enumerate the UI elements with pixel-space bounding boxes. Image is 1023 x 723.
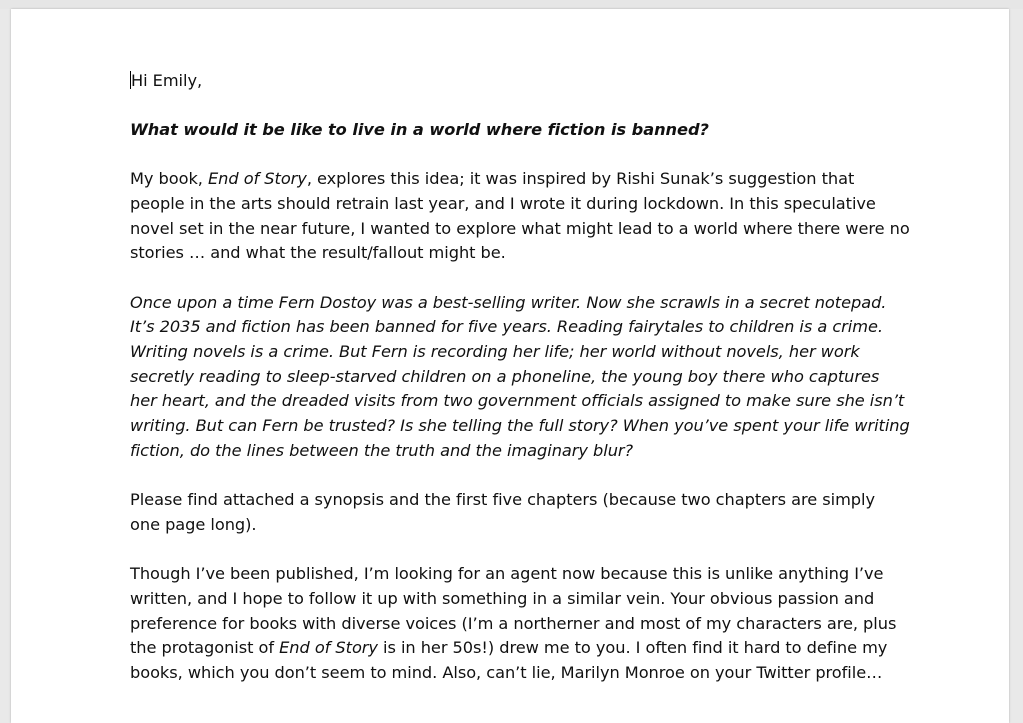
vertical-scrollbar[interactable] [1013, 9, 1023, 723]
paragraph-agent-pitch [130, 562, 910, 686]
document-body[interactable] [130, 69, 910, 711]
intro-text-start: My book, [130, 169, 208, 189]
paragraph-attachments: Please find attached a synopsis and the first five chapters (because two chapters are simply one page long). [130, 490, 875, 534]
intro-text-end: , explores this idea; it was inspired by Rishi Sunak’s suggestion that people in the arts should retrain last year, and I wrote it during lockdown. In this speculative novel set in the near future, I wanted to explore what might lead to a world where there were no stories … and what the result/fallout might be. [130, 169, 910, 263]
greeting-text: Hi Emily, [131, 71, 203, 90]
pitch-text-end: is in her 50s!) drew me to you. I often find it hard to define my books, which you don’t seem to mind. Also, can’t lie, Marilyn Monroe on your Twitter profile… [130, 638, 888, 683]
window-top-bar [0, 0, 1023, 9]
pitch-text-start: Though I’ve been published, I’m looking for an agent now because this is unlike anything I’ve written, and I hope to follow it up with something in a similar vein. Your obvious passion and preference for books with diverse voices (I’m a northerner and most of my characters are, plus the protagonist of [130, 564, 897, 658]
greeting-line[interactable] [130, 69, 910, 94]
book-title: End of Story [208, 169, 307, 189]
heading-question: What would it be like to live in a world where fiction is banned? [130, 119, 709, 139]
book-title-2: End of Story [279, 638, 378, 658]
document-page[interactable] [11, 9, 1009, 723]
paragraph-blurb: Once upon a time Fern Dostoy was a best-selling writer. Now she scrawls in a secret notepad. It’s 2035 and fiction has been banned for five years. Reading fairytales to children is a crime. Writing novels is a crime. But Fern is recording her life; her world without novels, her work secretly reading to sleep-starved children on a phoneline, the young boy there who captures her heart, and the dreaded visits from two government officials assigned to make sure she isn’t writing. But can Fern be trusted? Is she telling the full story? When you’ve spent your life writing fiction, do the lines between the truth and the imaginary blur? [130, 292, 910, 460]
paragraph-intro [130, 167, 910, 266]
